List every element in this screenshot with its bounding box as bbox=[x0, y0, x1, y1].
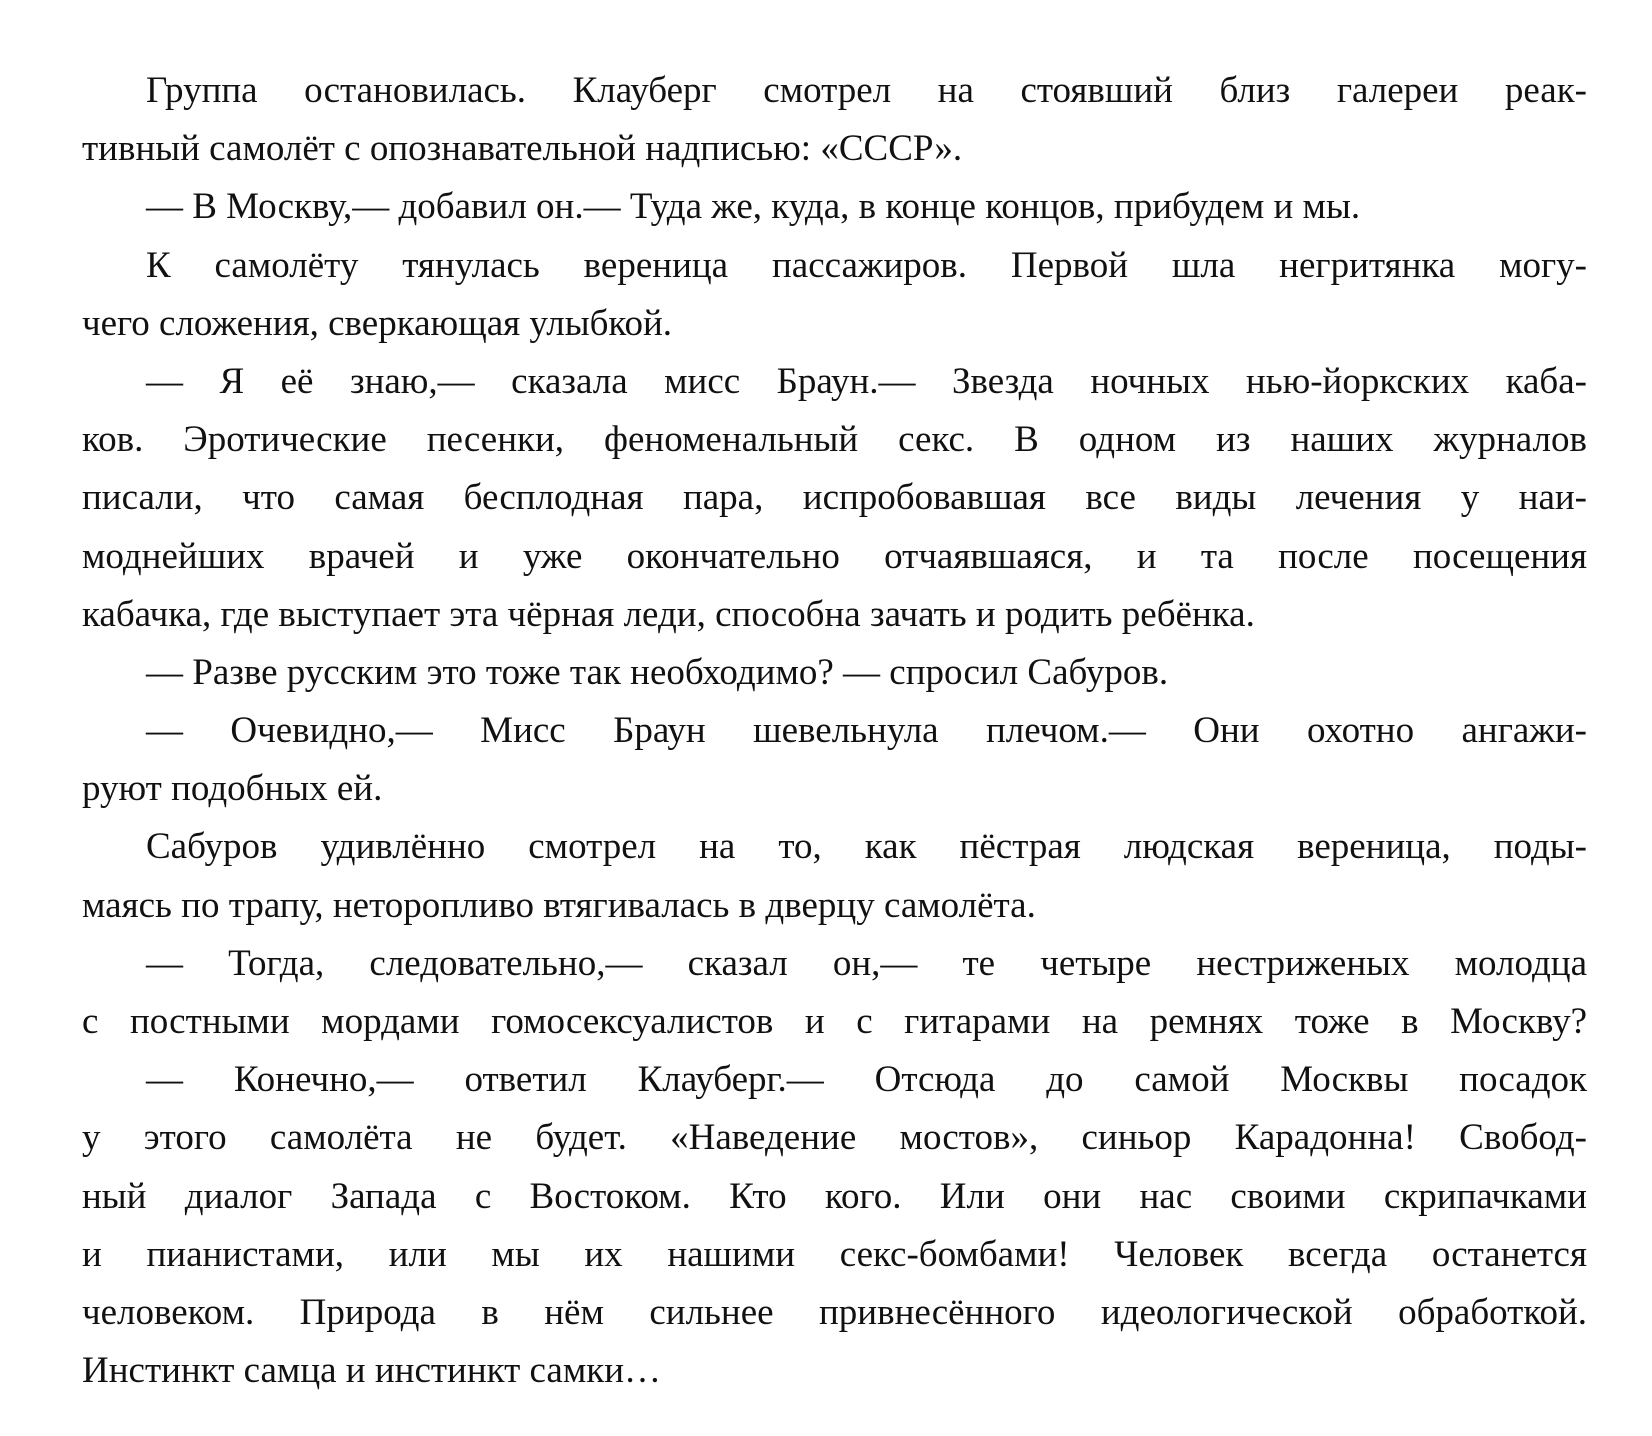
text-line: и пианистами, или мы их нашими секс-бомбами! Человек всегда останется bbox=[82, 1233, 1587, 1275]
text-line: кабачка, где выступает эта чёрная леди, способна зачать и родить ребёнка. bbox=[82, 593, 1255, 635]
text-line: — Очевидно,— Мисс Браун шевельнула плечом.— Они охотно ангажи- bbox=[146, 710, 1587, 752]
text-line: — Я её знаю,— сказала мисс Браун.— Звезда ночных нью-йоркских каба- bbox=[146, 360, 1587, 402]
text-line: ков. Эротические песенки, феноменальный секс. В одном из наших журналов bbox=[82, 419, 1587, 461]
text-line: с постными мордами гомосексуалистов и с гитарами на ремнях тоже в Москву? bbox=[82, 1001, 1587, 1042]
text-line: писали, что самая бесплодная пара, испробовавшая все виды лечения у наи- bbox=[82, 477, 1587, 519]
text-line: руют подобных ей. bbox=[82, 768, 383, 810]
text-line: моднейших врачей и уже окончательно отчаявшаяся, и та после посещения bbox=[82, 535, 1587, 577]
text-line: маясь по трапу, неторопливо втягивалась в дверцу самолёта. bbox=[82, 884, 1036, 926]
text-line: Инстинкт самца и инстинкт самки… bbox=[82, 1350, 662, 1392]
text-line: К самолёту тянулась вереница пассажиров. Первой шла негритянка могу- bbox=[146, 244, 1587, 286]
book-page-text bbox=[82, 62, 1587, 1400]
text-line: Сабуров удивлённо смотрел на то, как пёстрая людская вереница, поды- bbox=[146, 826, 1587, 868]
text-line: — Разве русским это тоже так необходимо? — спросил Сабуров. bbox=[146, 651, 1169, 693]
text-line: ный диалог Запада с Востоком. Кто кого. Или они нас своими скрипачками bbox=[82, 1175, 1587, 1217]
text-line: Группа остановилась. Клауберг смотрел на стоявший близ галереи реак- bbox=[146, 70, 1587, 111]
text-line: тивный самолёт с опознавательной надписью: «СССР». bbox=[82, 128, 963, 170]
text-line: — В Москву,— добавил он.— Туда же, куда, в конце концов, прибудем и мы. bbox=[146, 186, 1361, 228]
text-line: чего сложения, сверкающая улыбкой. bbox=[82, 302, 673, 344]
text-line: у этого самолёта не будет. «Наведение мостов», синьор Карадонна! Свобод- bbox=[82, 1117, 1587, 1159]
text-line: — Конечно,— ответил Клауберг.— Отсюда до самой Москвы посадок bbox=[146, 1059, 1587, 1101]
text-line: — Тогда, следовательно,— сказал он,— те четыре нестриженых молодца bbox=[146, 942, 1587, 984]
text-line: человеком. Природа в нём сильнее привнесённого идеологической обработкой. bbox=[82, 1291, 1587, 1333]
